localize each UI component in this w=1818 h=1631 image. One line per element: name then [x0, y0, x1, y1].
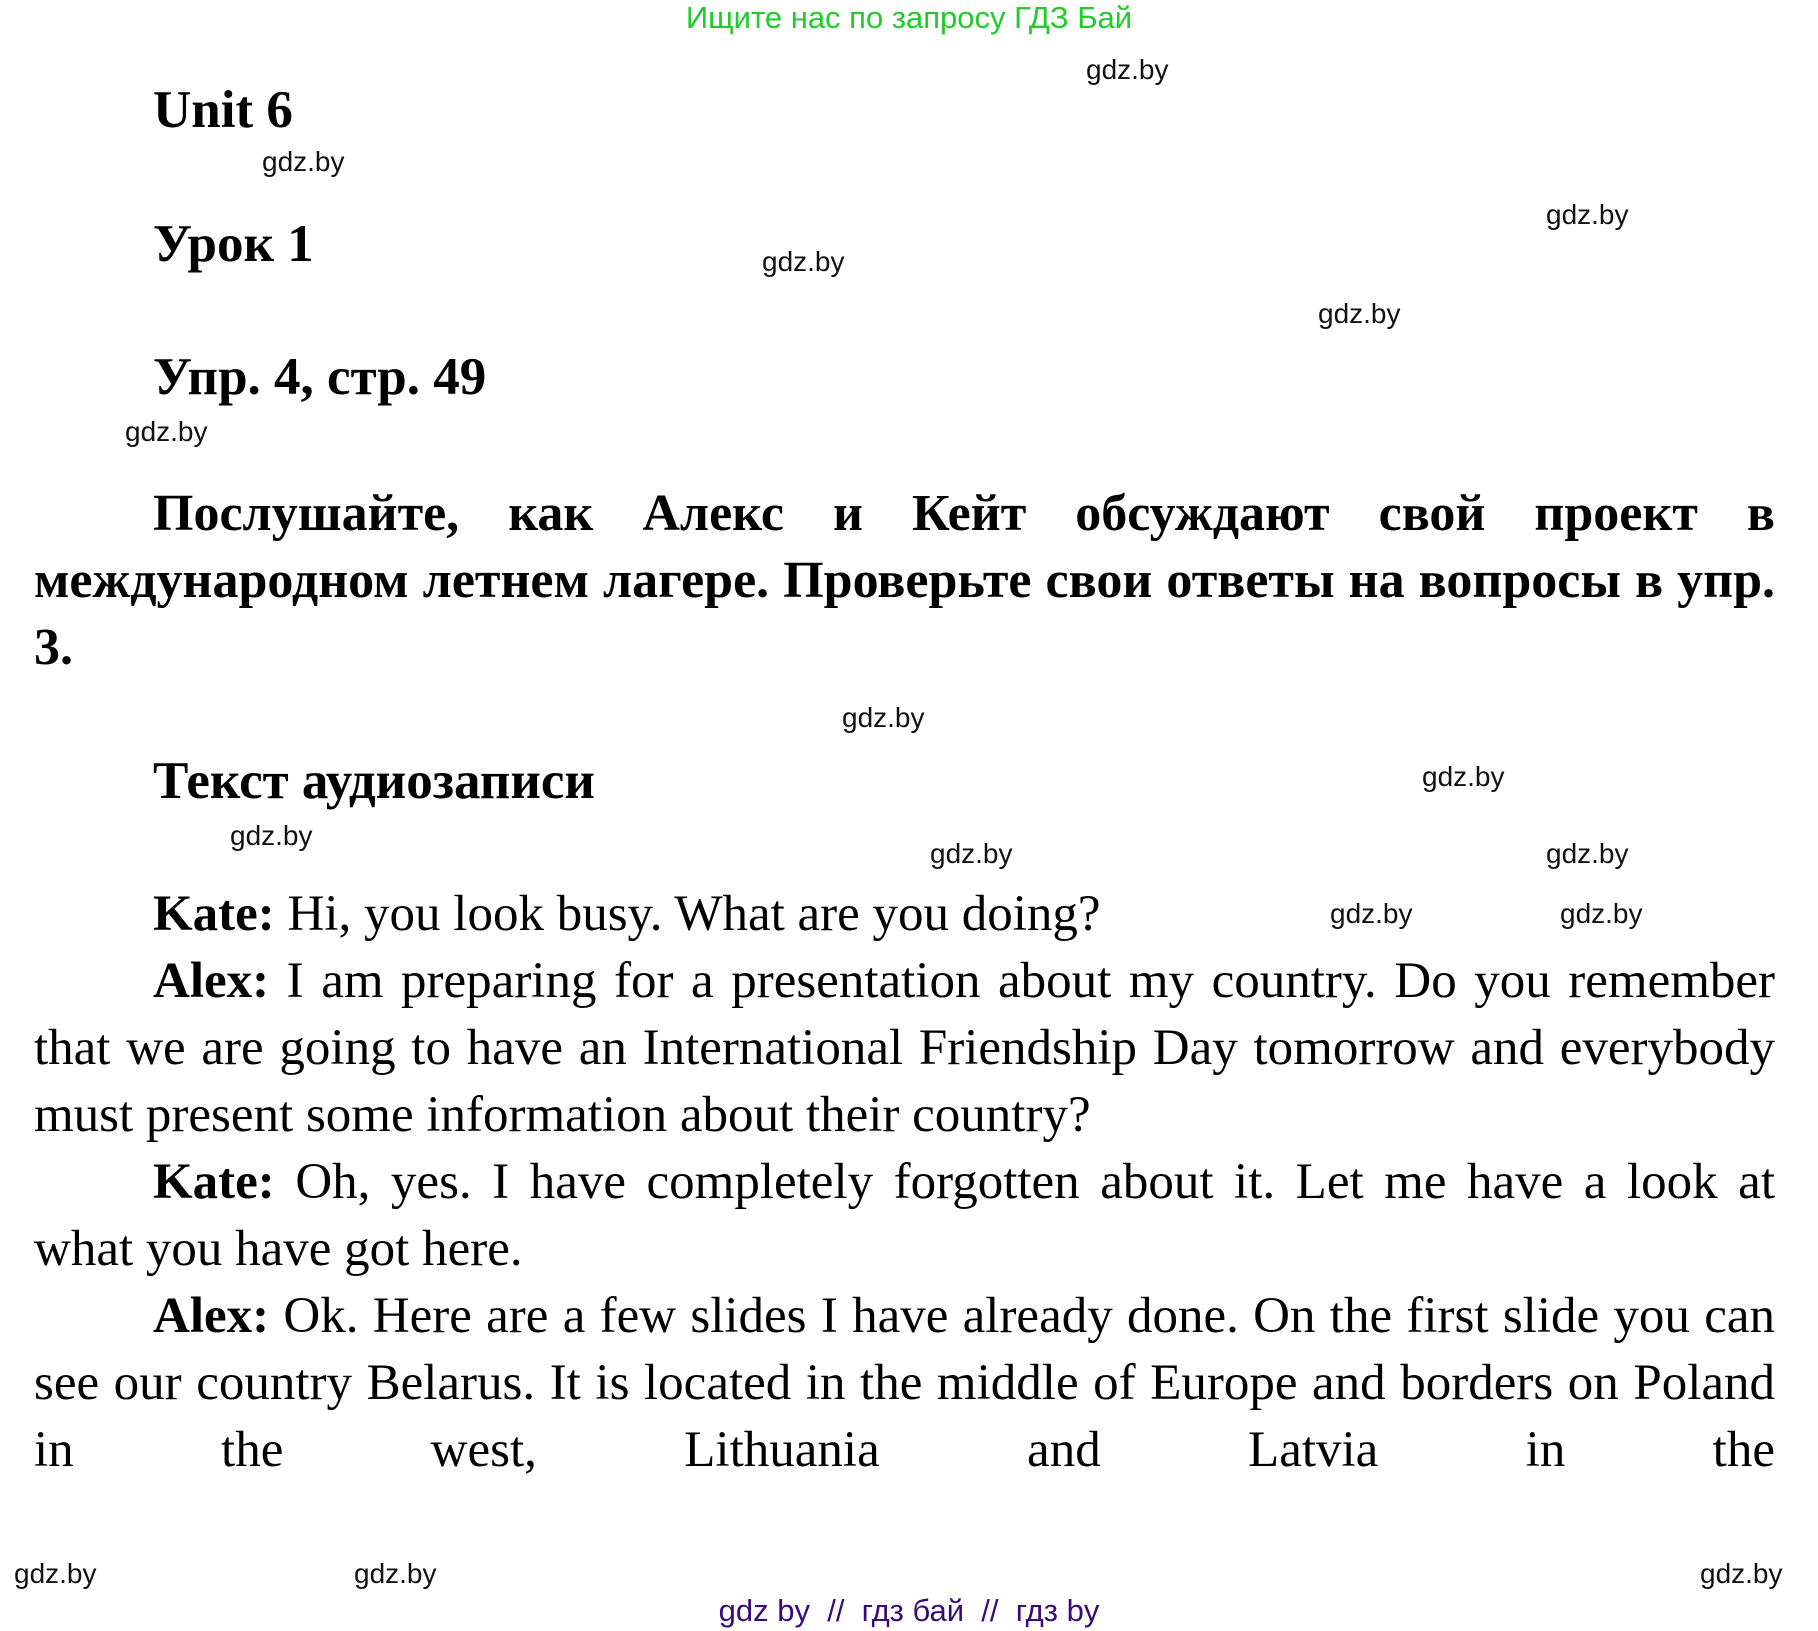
watermark: gdz.by: [14, 1558, 97, 1589]
audio-script-heading: Текст аудиозаписи: [153, 752, 595, 810]
watermark: gdz.by: [1560, 898, 1643, 929]
watermark: gdz.by: [125, 416, 208, 447]
watermark: gdz.by: [930, 838, 1013, 869]
watermark: gdz.by: [1546, 199, 1629, 230]
speaker: Kate:: [153, 886, 275, 942]
watermark: gdz.by: [842, 702, 925, 733]
dialogue-line: [34, 881, 1775, 948]
dialogue-line: [34, 948, 1775, 1149]
watermark: gdz.by: [262, 146, 345, 177]
watermark: gdz.by: [1086, 54, 1169, 85]
speaker: Alex:: [153, 953, 270, 1009]
speaker: Kate:: [153, 1154, 275, 1210]
watermark: gdz.by: [1330, 898, 1413, 929]
footer-links: gdz by // гдз бай // гдз by: [718, 1593, 1100, 1628]
unit-title: Unit 6: [153, 81, 293, 139]
watermark: gdz.by: [1422, 761, 1505, 792]
task-instruction: [34, 480, 1775, 681]
line-text: Ok. Here are a few slides I have already done. On the first slide you can see our country Belarus. It is located in the middle of Europe and borders on Poland in the west, Lithuania and Latvia in the: [34, 1288, 1775, 1478]
task-text: Послушайте, как Алекс и Кейт обсуждают свой проект в международном летнем лагере. Проверьте свои ответы на вопросы в упр. 3.: [34, 485, 1775, 676]
watermark: gdz.by: [1546, 838, 1629, 869]
dialogue: [34, 881, 1775, 1484]
watermark: gdz.by: [230, 820, 313, 851]
line-text: I am preparing for a presentation about my country. Do you remember that we are going to have an International Friendship Day tomorrow and everybody must present some information about their country?: [34, 953, 1775, 1143]
dialogue-line: [34, 1283, 1775, 1484]
speaker: Alex:: [153, 1288, 270, 1344]
watermark: gdz.by: [1318, 298, 1401, 329]
watermark: gdz.by: [762, 246, 845, 277]
line-text: Hi, you look busy. What are you doing?: [274, 886, 1101, 942]
dialogue-line: [34, 1149, 1775, 1283]
exercise-title: Упр. 4, стр. 49: [153, 348, 487, 406]
watermark: gdz.by: [1700, 1558, 1783, 1589]
watermark: gdz.by: [354, 1558, 437, 1589]
search-banner: Ищите нас по запросу ГДЗ Бай: [685, 0, 1133, 35]
lesson-title: Урок 1: [153, 215, 314, 273]
line-text: Oh, yes. I have completely forgotten about it. Let me have a look at what you have got here.: [34, 1154, 1775, 1277]
